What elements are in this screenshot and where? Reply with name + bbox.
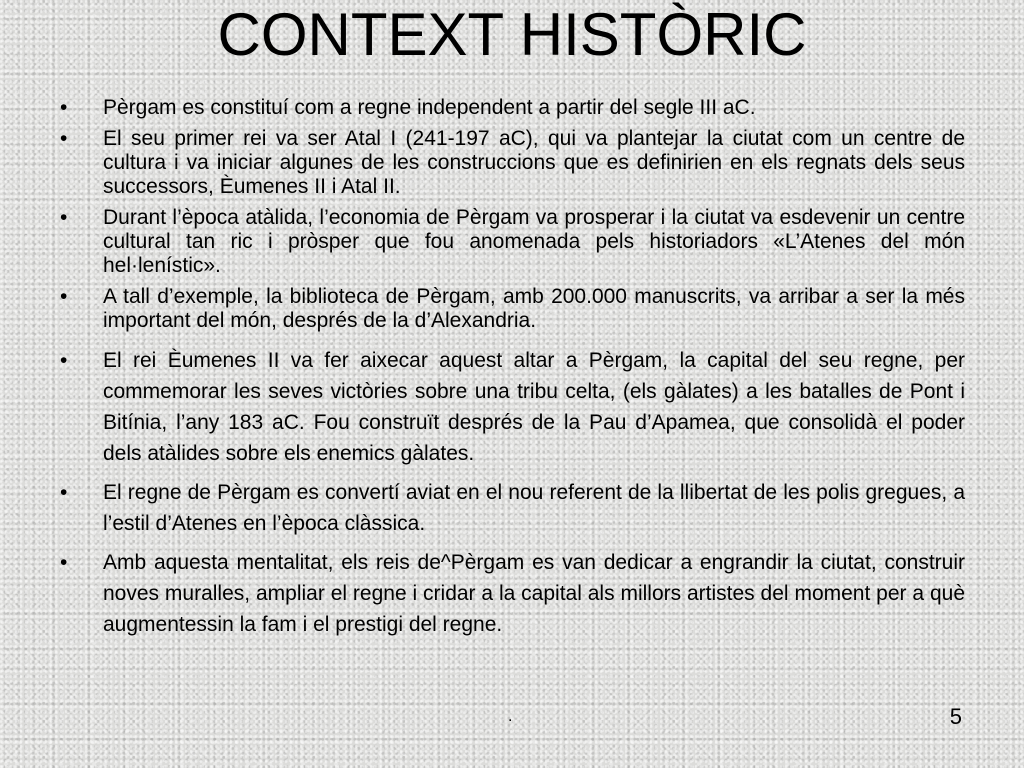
slide-title: CONTEXT HISTÒRIC <box>217 1 807 68</box>
page-number: 5 <box>949 704 962 729</box>
bullet-item: • Amb aquesta mentalitat, els reis de^Pèrgam es van dedicar a engrandir la ciutat, construir noves muralles, ampliar el regne i cridar a la capital als millors artistes del moment per a què augmentessin la fam i el prestigi del regne. <box>60 547 965 640</box>
bullet-item: • Durant l’època atàlida, l’economia de Pèrgam va prosperar i la ciutat va esdevenir un centre cultural tan ric i pròsper que fou anomenada pels historiadors «L’Atenes del món hel·lenístic». <box>60 206 965 278</box>
bullet-item: • Pèrgam es constituí com a regne independent a partir del segle III aC. <box>60 96 965 120</box>
bullet-item: • El rei Èumenes II va fer aixecar aquest altar a Pèrgam, la capital del seu regne, per commemorar les seves victòries sobre una tribu celta, (els gàlates) a les batalles de Pont i Bitínia, l’any 183 aC. Fou construït després de la Pau d’Apamea, que consolidà el poder dels atàlides sobre els enemics gàlates. <box>60 345 965 469</box>
bullet-item: • El seu primer rei va ser Atal I (241-197 aC), qui va plantejar la ciutat com un centre de cultura i va iniciar algunes de les construccions que es definirien en els regnats dels seus successors, Èumenes II i Atal II. <box>60 127 965 199</box>
footer-mark: . <box>508 708 513 725</box>
bullet-item: • El regne de Pèrgam es convertí aviat en el nou referent de la llibertat de les polis gregues, a l’estil d’Atenes en l’època clàssica. <box>60 477 965 539</box>
bullet-item: • A tall d’exemple, la biblioteca de Pèrgam, amb 200.000 manuscrits, va arribar a ser la més important del món, després de la d’Alexandria. <box>60 285 965 333</box>
bullet-list <box>60 96 965 648</box>
